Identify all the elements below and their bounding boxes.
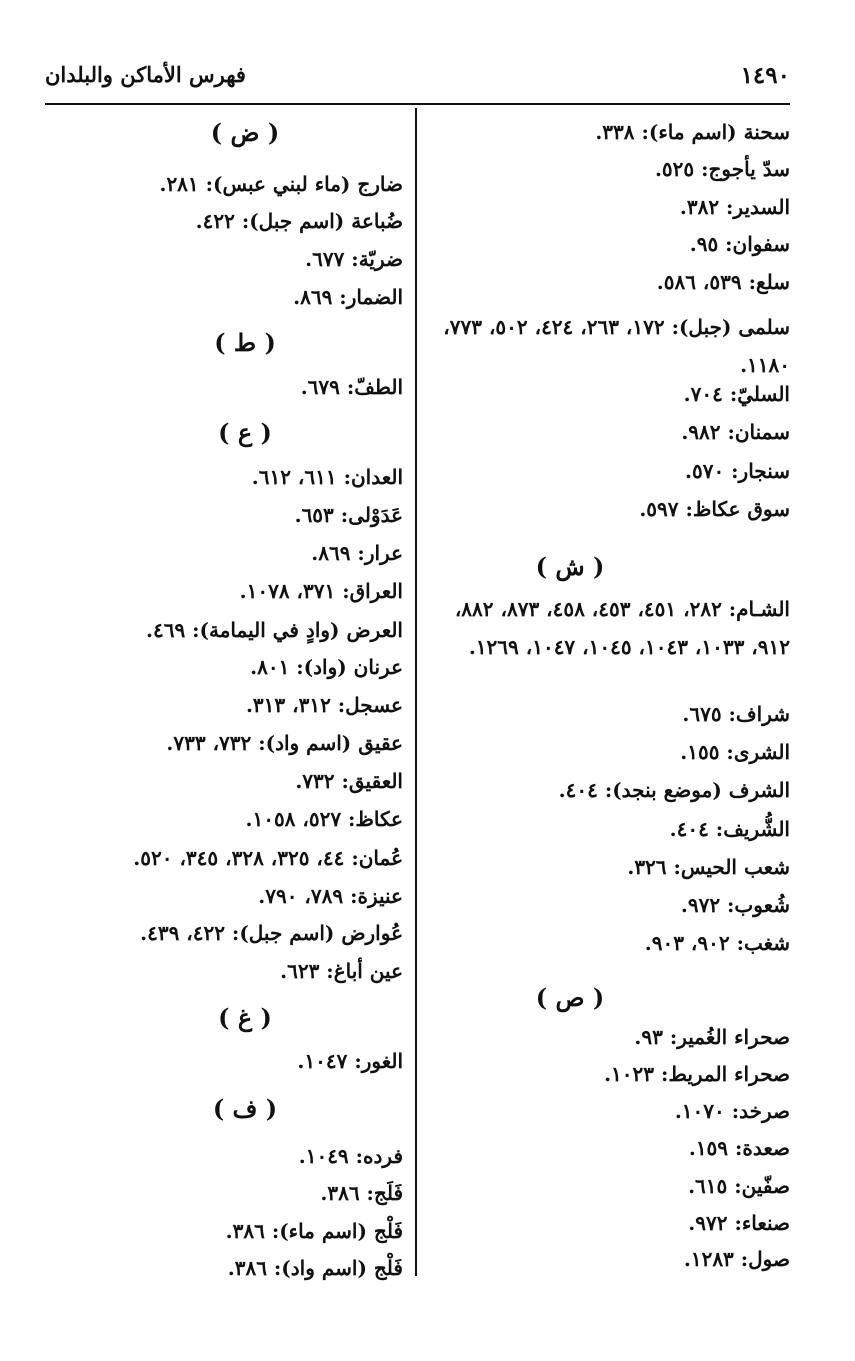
index-entry: ضريّة: ٦٧٧. bbox=[305, 247, 403, 271]
index-entry: العراق: ٣٧١، ١٠٧٨. bbox=[239, 579, 403, 603]
section-letter-heading: ( ع ) bbox=[218, 418, 272, 447]
section-letter-heading: ( ش ) bbox=[535, 552, 605, 581]
section-letter-heading: ( ف ) bbox=[212, 1094, 278, 1123]
index-entry: سفوان: ٩٥. bbox=[689, 232, 790, 256]
index-entry: صرخد: ١٠٧٠. bbox=[674, 1099, 790, 1123]
index-entry: ضارج (ماء لبني عبس): ٢٨١. bbox=[159, 172, 403, 196]
header-rule bbox=[45, 103, 790, 105]
index-entry: عَدَوْلى: ٦٥٣. bbox=[294, 503, 403, 527]
index-entry: العقيق: ٧٣٢. bbox=[295, 769, 403, 793]
index-entry: صول: ١٢٨٣. bbox=[683, 1247, 790, 1271]
index-entry: عنيزة: ٧٨٩، ٧٩٠. bbox=[258, 884, 403, 908]
index-entry: فَلْج (اسم ماء): ٣٨٦. bbox=[225, 1219, 403, 1243]
running-title: فهرس الأماكن والبلدان bbox=[45, 62, 246, 87]
column-divider bbox=[415, 108, 417, 1276]
page-number: ١٤٩٠ bbox=[740, 62, 790, 89]
index-entry: صعدة: ١٥٩. bbox=[688, 1136, 790, 1160]
index-entry: العرض (وادٍ في اليمامة): ٤٦٩. bbox=[145, 618, 403, 642]
section-letter-heading: ( غ ) bbox=[218, 1003, 272, 1032]
index-entry: صنعاء: ٩٧٢. bbox=[688, 1211, 790, 1235]
index-entry: عقيق (اسم واد): ٧٣٢، ٧٣٣. bbox=[166, 731, 403, 755]
page-header bbox=[45, 62, 790, 98]
index-entry: الشرف (موضع بنجد): ٤٠٤. bbox=[558, 778, 790, 802]
index-entry: ضُباعة (اسم جبل): ٤٢٢. bbox=[195, 209, 403, 233]
index-entry: الشُّريف: ٤٠٤. bbox=[669, 817, 790, 841]
index-entry: سوق عكاظ: ٥٩٧. bbox=[639, 497, 790, 521]
index-entry: سنجار: ٥٧٠. bbox=[684, 459, 790, 483]
index-entry: صفّين: ٦١٥. bbox=[688, 1174, 790, 1198]
index-entry: فَلَج: ٣٨٦. bbox=[320, 1181, 403, 1205]
index-entry: سمنان: ٩٨٢. bbox=[681, 420, 790, 444]
section-letter-heading: ( ط ) bbox=[214, 328, 276, 357]
index-entry: شغب: ٩٠٢، ٩٠٣. bbox=[644, 931, 790, 955]
index-entry: شعب الحيس: ٣٢٦. bbox=[627, 855, 790, 879]
index-entry: فرده: ١٠٤٩. bbox=[298, 1144, 403, 1168]
index-entry: عين أباغ: ٦٢٣. bbox=[280, 959, 403, 983]
index-entry: السليّ: ٧٠٤. bbox=[683, 382, 790, 406]
section-letter-heading: ( ض ) bbox=[210, 118, 280, 147]
index-entry: سلمى (جبل): ١٧٢، ٢٦٣، ٤٢٤، ٥٠٢، ٧٧٣، ١١٨٠. bbox=[443, 315, 790, 377]
index-entry: عرار: ٨٦٩. bbox=[311, 541, 403, 565]
index-entry: عُوارض (اسم جبل): ٤٢٢، ٤٣٩. bbox=[140, 921, 403, 945]
index-entry: شُعوب: ٩٧٢. bbox=[680, 893, 790, 917]
index-entry: عكاظ: ٥٢٧، ١٠٥٨. bbox=[245, 807, 403, 831]
index-entry: صحراء المريط: ١٠٢٣. bbox=[604, 1062, 790, 1086]
index-entry: عُمان: ٤٤، ٣٢٥، ٣٢٨، ٣٤٥، ٥٢٠. bbox=[133, 846, 403, 870]
index-entry: الضمار: ٨٦٩. bbox=[293, 285, 403, 309]
index-entry: عرنان (واد): ٨٠١. bbox=[250, 655, 403, 679]
index-entry: العدان: ٦١١، ٦١٢. bbox=[251, 465, 403, 489]
index-entry: الطفّ: ٦٧٩. bbox=[300, 375, 403, 399]
index-entry: شراف: ٦٧٥. bbox=[682, 702, 790, 726]
index-entry: السدير: ٣٨٢. bbox=[679, 195, 790, 219]
index-entry: عسجل: ٣١٢، ٣١٣. bbox=[245, 693, 403, 717]
index-entry: صحراء الغُمير: ٩٣. bbox=[634, 1025, 790, 1049]
section-letter-heading: ( ص ) bbox=[535, 983, 605, 1012]
index-entry: الشـام: ٢٨٢، ٤٥١، ٤٥٣، ٤٥٨، ٨٧٣، ٨٨٢، ٩١٢، ١٠٣٣، ١٠٤٣، ١٠٤٥، ١٠٤٧، ١٢٦٩. bbox=[454, 597, 790, 659]
index-entry: سدّ يأجوج: ٥٢٥. bbox=[654, 157, 790, 181]
index-entry: الشرى: ١٥٥. bbox=[680, 740, 790, 764]
index-entry: سلع: ٥٣٩، ٥٨٦. bbox=[656, 270, 790, 294]
index-entry: سحنة (اسم ماء): ٣٣٨. bbox=[595, 120, 790, 144]
index-entry: الغور: ١٠٤٧. bbox=[297, 1049, 403, 1073]
index-entry: فَلْج (اسم واد): ٣٨٦. bbox=[227, 1256, 403, 1280]
